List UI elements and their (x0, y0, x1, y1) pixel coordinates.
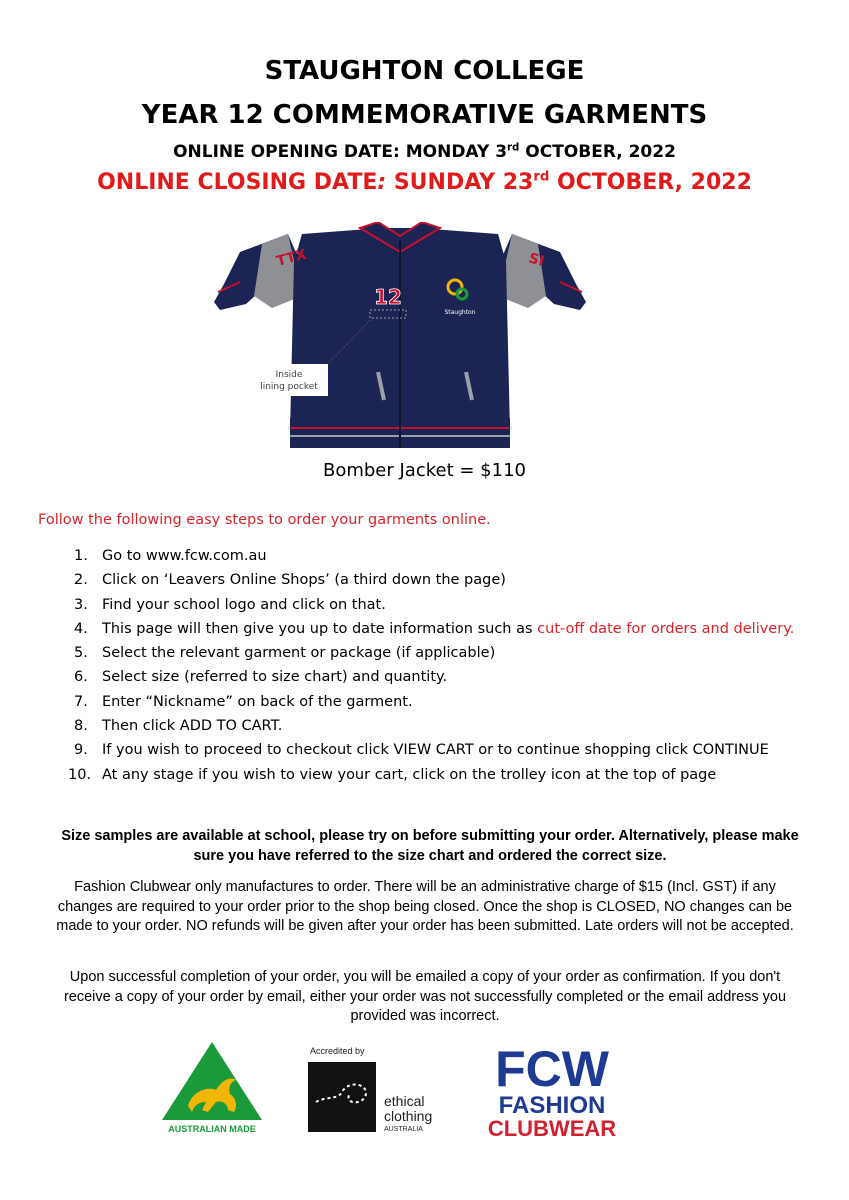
list-item: 9. If you wish to proceed to checkout click VIEW CART or to continue shopping click CONTINUE (74, 742, 769, 759)
svg-text:CLUBWEAR: CLUBWEAR (487, 1116, 617, 1140)
fcw-fashion-clubwear-logo (480, 1040, 625, 1140)
instructions-intro: Follow the following easy steps to order your garments online. (38, 512, 491, 528)
svg-text:clothing: clothing (384, 1108, 433, 1124)
jacket-price: Bomber Jacket = $110 (322, 460, 526, 481)
svg-text:FCW: FCW (495, 1041, 609, 1097)
school-name: STAUGHTON COLLEGE (264, 56, 585, 86)
svg-text:ethical: ethical (384, 1093, 425, 1109)
list-item: 10. At any stage if you wish to view your cart, click on the trolley icon at the top of page (68, 766, 717, 783)
svg-text:Inside: Inside (275, 370, 303, 380)
list-item: 7. Enter “Nickname” on back of the garment. (74, 693, 413, 710)
confirmation-note: Upon successful completion of your order, you will be emailed a copy of your order as confirmation. If you don't receive a copy of your order by email, either your order was not successfully completed or the email address you provided was incorrect. (63, 969, 787, 1024)
list-item: 4. This page will then give you up to date information such as cut-off date for orders and delivery. (74, 620, 795, 637)
svg-text:SI: SI (526, 250, 546, 270)
svg-text:Accredited by: Accredited by (310, 1046, 365, 1056)
document-title: YEAR 12 COMMEMORATIVE GARMENTS (141, 100, 708, 130)
admin-charge-note: Fashion Clubwear only manufactures to order. There will be an administrative charge of $15 (Incl. GST) if any changes are required to your order prior to the shop being closed. Once the shop is CLOSED, NO changes can be made to your order. NO refunds will be given after your order has been submitted. Late orders will not be accepted. (56, 879, 794, 934)
size-note: Size samples are available at school, please try on before submitting your order. Alternatively, please make sure you have referred to the size chart and ordered the correct size. (61, 828, 799, 864)
list-item: 1. Go to www.fcw.com.au (74, 548, 267, 564)
svg-text:TTX: TTX (274, 246, 309, 270)
opening-date: ONLINE OPENING DATE: MONDAY 3rd OCTOBER, 2022 (173, 142, 676, 162)
list-item: 6. Select size (referred to size chart) and quantity. (74, 669, 448, 686)
australian-made-logo (158, 1040, 266, 1136)
bomber-jacket-image (210, 222, 590, 454)
closing-date: ONLINE CLOSING DATE: SUNDAY 23rd OCTOBER, 2022 (97, 169, 752, 195)
list-item: 3. Find your school logo and click on that. (74, 596, 386, 613)
ethical-clothing-logo (306, 1044, 456, 1136)
svg-text:12: 12 (374, 285, 402, 309)
list-item: 8. Then click ADD TO CART. (74, 718, 283, 735)
svg-text:AUSTRALIA: AUSTRALIA (384, 1126, 423, 1133)
svg-text:Staughton: Staughton (444, 309, 476, 316)
svg-text:AUSTRALIAN MADE: AUSTRALIAN MADE (168, 1124, 256, 1134)
order-steps-list (68, 544, 814, 787)
list-item: 2. Click on ‘Leavers Online Shops’ (a third down the page) (74, 572, 506, 589)
svg-text:lining pocket: lining pocket (260, 382, 318, 392)
list-item: 5. Select the relevant garment or package (if applicable) (74, 645, 496, 662)
svg-text:FASHION: FASHION (498, 1092, 606, 1119)
